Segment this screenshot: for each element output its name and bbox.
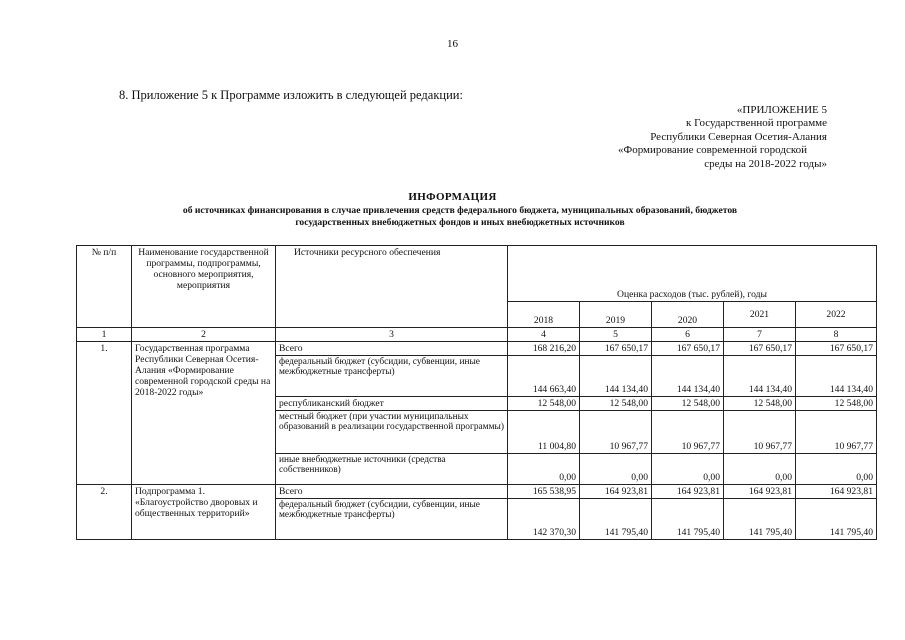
page-number: 16 [447,38,458,50]
row-value: 144 134,40 [724,356,796,397]
header-year: 2018 [508,302,580,328]
index-cell: 1 [77,328,132,342]
row-value: 168 216,20 [508,342,580,356]
row-value: 10 967,77 [652,411,724,454]
row-value: 144 134,40 [796,356,877,397]
row-value: 142 370,30 [508,499,580,540]
row-source: иные внебюджетные источники (средства собственников) [276,454,508,485]
row-value: 165 538,95 [508,485,580,499]
row-value: 164 923,81 [796,485,877,499]
index-cell: 8 [796,328,877,342]
index-cell: 5 [580,328,652,342]
row-value: 167 650,17 [652,342,724,356]
row-value: 12 548,00 [652,397,724,411]
row-value: 164 923,81 [652,485,724,499]
row-value: 10 967,77 [796,411,877,454]
appendix-line: «ПРИЛОЖЕНИЕ 5 [736,104,827,116]
intro-text: 8. Приложение 5 к Программе изложить в следующей редакции: [119,88,463,102]
table-row [77,485,877,499]
row-source: республиканский бюджет [276,397,508,411]
row-value: 167 650,17 [724,342,796,356]
row-name: Подпрограмма 1. «Благоустройство дворовых и общественных территорий» [132,485,276,540]
table-header-row [77,246,877,302]
row-source: федеральный бюджет (субсидии, субвенции, иные межбюджетные трансферты) [276,499,508,540]
row-value: 12 548,00 [724,397,796,411]
row-name: Государственная программа Республики Северная Осетия-Алания «Формирование современной городской среды на 2018-2022 годы» [132,342,276,485]
header-name: Наименование государственной программы, подпрограммы, основного мероприятия, мероприятия [132,246,276,328]
row-source: местный бюджет (при участии муниципальных образований в реализации государственной программы) [276,411,508,454]
info-subtitle-line: государственных внебюджетных фондов и иных внебюджетных источников [295,216,625,228]
row-value: 10 967,77 [580,411,652,454]
row-value: 12 548,00 [580,397,652,411]
row-value: 141 795,40 [652,499,724,540]
row-value: 167 650,17 [796,342,877,356]
appendix-line: среды на 2018-2022 годы» [704,157,827,170]
row-source: Всего [276,485,508,499]
row-value: 12 548,00 [508,397,580,411]
header-year: 2022 [796,302,877,328]
table-row [77,342,877,356]
appendix-line: к Государственной программе [686,117,827,130]
row-value: 141 795,40 [580,499,652,540]
info-subtitle-line: об источниках финансирования в случае привлечения средств федерального бюджета, муниципальных образований, бюджетов [182,205,738,216]
row-value: 12 548,00 [796,397,877,411]
table-index-row [77,328,877,342]
header-year: 2020 [652,302,724,328]
appendix-heading [567,104,827,171]
row-value: 144 663,40 [508,356,580,397]
row-value: 141 795,40 [724,499,796,540]
header-num: № п/п [77,246,132,328]
row-value: 141 795,40 [796,499,877,540]
row-num: 2. [77,485,132,540]
index-cell: 7 [724,328,796,342]
header-source: Источники ресурсного обеспечения [276,246,508,328]
row-value: 0,00 [796,454,877,485]
header-year: 2021 [724,302,796,328]
index-cell: 6 [652,328,724,342]
row-value: 164 923,81 [724,485,796,499]
row-source: Всего [276,342,508,356]
row-value: 164 923,81 [580,485,652,499]
header-year: 2019 [580,302,652,328]
row-value: 10 967,77 [724,411,796,454]
index-cell: 4 [508,328,580,342]
row-value: 0,00 [580,454,652,485]
info-title: ИНФОРМАЦИЯ [408,191,497,203]
index-cell: 2 [132,328,276,342]
row-value: 0,00 [724,454,796,485]
row-source: федеральный бюджет (субсидии, субвенции, иные межбюджетные трансферты) [276,356,508,397]
financing-table [76,245,877,540]
row-value: 0,00 [652,454,724,485]
row-value: 11 004,80 [508,411,580,454]
row-value: 144 134,40 [580,356,652,397]
row-num: 1. [77,342,132,485]
appendix-line: Республики Северная Осетия-Алания [650,130,827,143]
info-subtitle [100,205,820,228]
row-value: 144 134,40 [652,356,724,397]
index-cell: 3 [276,328,508,342]
row-value: 167 650,17 [580,342,652,356]
header-estimate: Оценка расходов (тыс. рублей), годы [508,246,877,302]
row-value: 0,00 [508,454,580,485]
appendix-line: «Формирование современной городской [618,144,807,157]
